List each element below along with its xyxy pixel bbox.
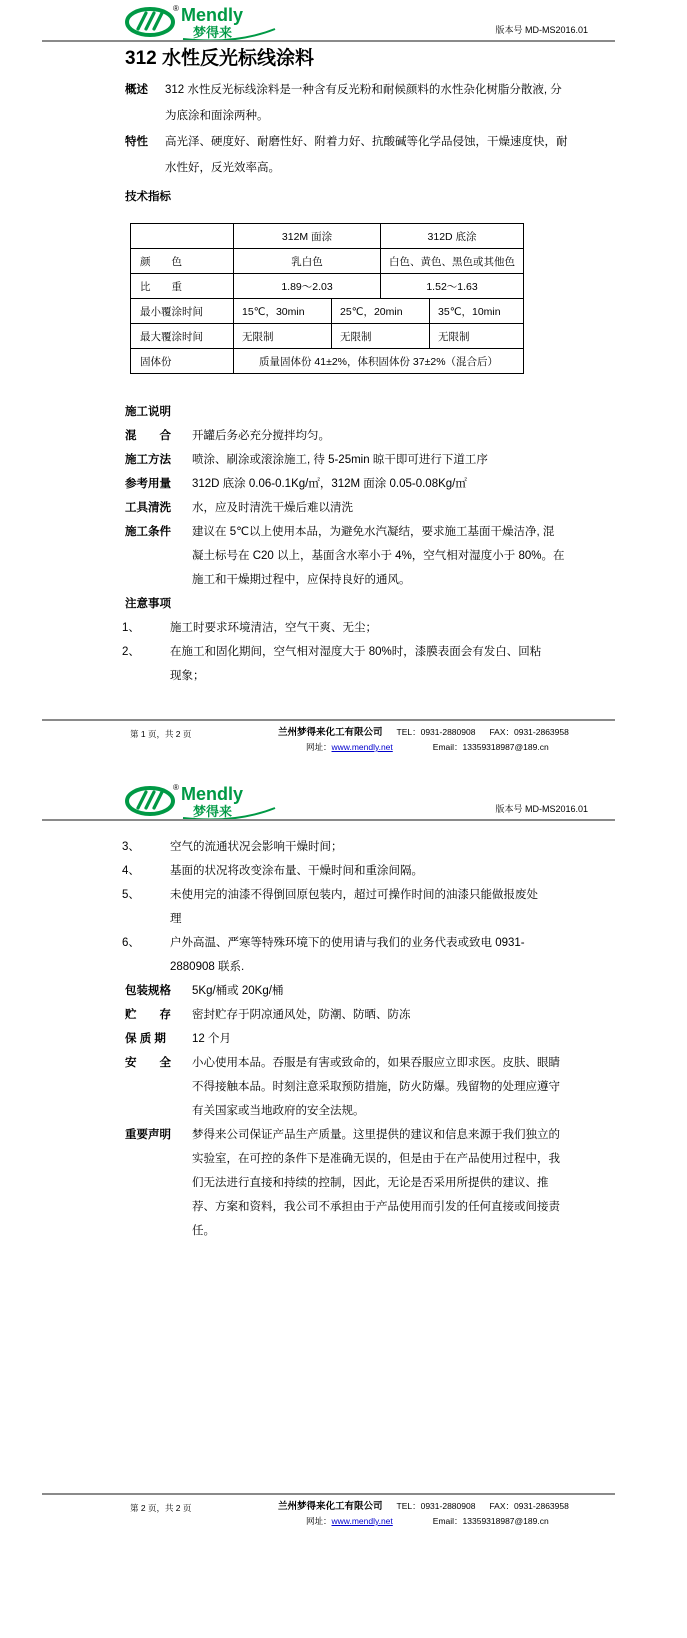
web-label: 网址： <box>306 742 332 752</box>
notes-heading: 注意事项 <box>125 598 171 610</box>
spec-label: 最小覆涂时间 <box>131 299 234 324</box>
spec-row-solids <box>131 349 524 374</box>
page2-footer <box>42 1493 615 1527</box>
spec-value: 15℃，30min <box>234 299 332 324</box>
overview-text: 312 水性反光标线涂料是一种含有反光粉和耐候颜料的水性杂化树脂分散液, 分为底涂和面涂两种。 <box>165 84 562 122</box>
note-text: 基面的状况将改变涂布量、干燥时间和重涂间隔。 <box>170 865 423 877</box>
spec-value: 乳白色 <box>234 249 381 274</box>
note-row-1 <box>122 616 687 640</box>
usage-text: 312D 底涂 0.06-0.1Kg/㎡，312M 面涂 0.05-0.08Kg/㎡ <box>192 478 467 490</box>
cleaning-text: 水，应及时清洗干燥后难以清洗 <box>192 502 353 514</box>
spec-label: 颜 色 <box>131 249 234 274</box>
storage-row <box>125 1003 687 1027</box>
note-text: 空气的流通状况会影响干燥时间； <box>170 841 343 853</box>
note-row-5 <box>122 883 687 931</box>
shelf-life-row <box>125 1027 687 1051</box>
spec-label: 最大覆涂时间 <box>131 324 234 349</box>
web-label: 网址： <box>306 1516 332 1526</box>
footer-tel: TEL：0931-2880908 <box>396 1501 476 1511</box>
disclaimer-row <box>125 1123 687 1243</box>
method-text: 喷涂、刷涂或滚涂施工, 待 5-25min 晾干即可进行下道工序 <box>192 454 488 466</box>
construction-heading: 施工说明 <box>125 406 171 418</box>
note-number: 2、 <box>122 646 140 658</box>
method-label: 施工方法 <box>125 454 171 466</box>
note-row-4 <box>122 859 687 883</box>
spec-cell-blank <box>131 224 234 249</box>
packaging-text: 5Kg/桶或 20Kg/桶 <box>192 985 284 997</box>
conditions-row <box>125 520 687 592</box>
mendly-logo <box>125 781 283 819</box>
note-row-3 <box>122 835 687 859</box>
note-row-6 <box>122 931 687 979</box>
cleaning-row <box>125 496 687 520</box>
brand-name-en: Mendly <box>181 784 244 804</box>
note-text: 施工时要求环境清洁，空气干爽、无尘； <box>170 622 377 634</box>
spec-col-m: 312M 面涂 <box>234 224 381 249</box>
usage-row <box>125 472 687 496</box>
note-number: 1、 <box>122 622 140 634</box>
note-row-2 <box>122 640 687 688</box>
website-link[interactable]: www.mendly.net <box>331 1516 393 1526</box>
spec-label: 固体份 <box>131 349 234 374</box>
registered-mark: ® <box>173 783 179 792</box>
version-label: 版本号 MD-MS2016.01 <box>495 804 588 814</box>
packaging-label: 包装规格 <box>125 985 171 997</box>
registered-mark: ® <box>173 4 179 13</box>
storage-label: 贮 存 <box>125 1009 171 1021</box>
features-label: 特性 <box>125 136 148 148</box>
cleaning-label: 工具清洗 <box>125 502 171 514</box>
spec-value: 1.52～1.63 <box>381 274 524 299</box>
footer-info <box>278 726 615 757</box>
method-row <box>125 448 687 472</box>
spec-value: 质量固体份 41±2%，体积固体份 37±2%（混合后） <box>234 349 524 374</box>
footer-email: Email：13359318987@189.cn <box>432 1516 549 1526</box>
page-1 <box>0 0 687 757</box>
mixing-text: 开罐后务必充分搅拌均匀。 <box>192 430 330 442</box>
features-text: 高光泽、硬度好、耐磨性好、附着力好、抗酸碱等化学品侵蚀，干燥速度快，耐水性好，反光效率高。 <box>165 136 568 174</box>
page-header <box>0 757 687 819</box>
disclaimer-text: 梦得来公司保证产品生产质量。这里提供的建议和信息来源于我们独立的实验室，在可控的条件下是准确无误的，但是由于在产品使用过程中，我们无法进行直接和持续的控制，因此，无论是否采用所提供的建议、推荐、方案和资料，我公司不承担由于产品使用而引发的任何直接或间接责任。 <box>192 1129 560 1237</box>
note-number: 3、 <box>122 841 140 853</box>
spec-col-d: 312D 底涂 <box>381 224 524 249</box>
footer-fax: FAX：0931-2863958 <box>489 727 569 737</box>
safety-text: 小心使用本品。吞服是有害或致命的，如果吞服应立即求医。皮肤、眼睛不得接触本品。时刻注意采取预防措施，防火防爆。残留物的处理应遵守有关国家或当地政府的安全法规。 <box>192 1057 560 1117</box>
note-number: 4、 <box>122 865 140 877</box>
mendly-logo-icon <box>125 781 283 819</box>
spec-value: 25℃，20min <box>332 299 430 324</box>
conditions-text: 建议在 5℃以上使用本品，为避免水汽凝结，要求施工基面干燥洁净, 混凝土标号在 C20 以上，基面含水率小于 4%，空气相对湿度小于 80%。在施工和干燥期过程中，应保持良好的通风。 <box>192 526 565 586</box>
mixing-row <box>125 424 687 448</box>
spec-row-max-recoat <box>131 324 524 349</box>
spec-value: 35℃，10min <box>430 299 524 324</box>
spec-value: 白色、黄色、黑色或其他色 <box>381 249 524 274</box>
spec-table <box>130 223 524 374</box>
page-number: 第 1 页，共 2 页 <box>130 729 192 739</box>
spec-row-min-recoat <box>131 299 524 324</box>
tech-heading: 技术指标 <box>125 191 171 203</box>
note-text: 未使用完的油漆不得倒回原包装内，超过可操作时间的油漆只能做报废处理 <box>170 889 538 925</box>
spec-row-gravity <box>131 274 524 299</box>
company-name: 兰州梦得来化工有限公司 <box>278 727 383 738</box>
spec-header-row <box>131 224 524 249</box>
note-number: 6、 <box>122 937 140 949</box>
header-divider <box>42 40 615 42</box>
footer-web <box>306 1515 393 1527</box>
spec-value: 无限制 <box>430 324 524 349</box>
shelf-life-label: 保 质 期 <box>125 1033 166 1045</box>
page-number: 第 2 页，共 2 页 <box>130 1503 192 1513</box>
spec-value: 1.89～2.03 <box>234 274 381 299</box>
note-text: 户外高温、严寒等特殊环境下的使用请与我们的业务代表或致电 0931-2880908 联系. <box>170 937 525 973</box>
note-number: 5、 <box>122 889 140 901</box>
usage-label: 参考用量 <box>125 478 171 490</box>
mendly-logo-icon <box>125 2 283 40</box>
overview-row <box>125 77 687 129</box>
footer-fax: FAX：0931-2863958 <box>489 1501 569 1511</box>
safety-label: 安 全 <box>125 1057 171 1069</box>
conditions-label: 施工条件 <box>125 526 171 538</box>
disclaimer-label: 重要声明 <box>125 1129 171 1141</box>
mendly-logo <box>125 2 283 40</box>
note-text: 在施工和固化期间，空气相对湿度大于 80%时，漆膜表面会有发白、回粘现象； <box>170 646 542 682</box>
storage-text: 密封贮存于阴凉通风处，防潮、防晒、防冻 <box>192 1009 411 1021</box>
brand-name-cn: 梦得来 <box>193 25 233 40</box>
packaging-row <box>125 979 687 1003</box>
website-link[interactable]: www.mendly.net <box>331 742 393 752</box>
spec-row-color <box>131 249 524 274</box>
version-label: 版本号 MD-MS2016.01 <box>495 25 588 35</box>
spec-label: 比 重 <box>131 274 234 299</box>
footer-tel: TEL：0931-2880908 <box>396 727 476 737</box>
brand-name-en: Mendly <box>181 5 244 25</box>
footer-web <box>306 741 393 753</box>
page-header <box>0 0 687 40</box>
mixing-label: 混 合 <box>125 430 171 442</box>
product-title: 312 水性反光标线涂料 <box>125 48 314 69</box>
footer-email: Email：13359318987@189.cn <box>432 742 549 752</box>
shelf-life-text: 12 个月 <box>192 1033 231 1045</box>
company-name: 兰州梦得来化工有限公司 <box>278 1501 383 1512</box>
safety-row <box>125 1051 687 1123</box>
spec-value: 无限制 <box>234 324 332 349</box>
features-row <box>125 129 687 181</box>
brand-name-cn: 梦得来 <box>193 804 233 819</box>
overview-label: 概述 <box>125 84 148 96</box>
footer-info <box>278 1500 615 1527</box>
page1-footer <box>42 719 615 757</box>
spec-value: 无限制 <box>332 324 430 349</box>
page-2 <box>0 757 687 1638</box>
